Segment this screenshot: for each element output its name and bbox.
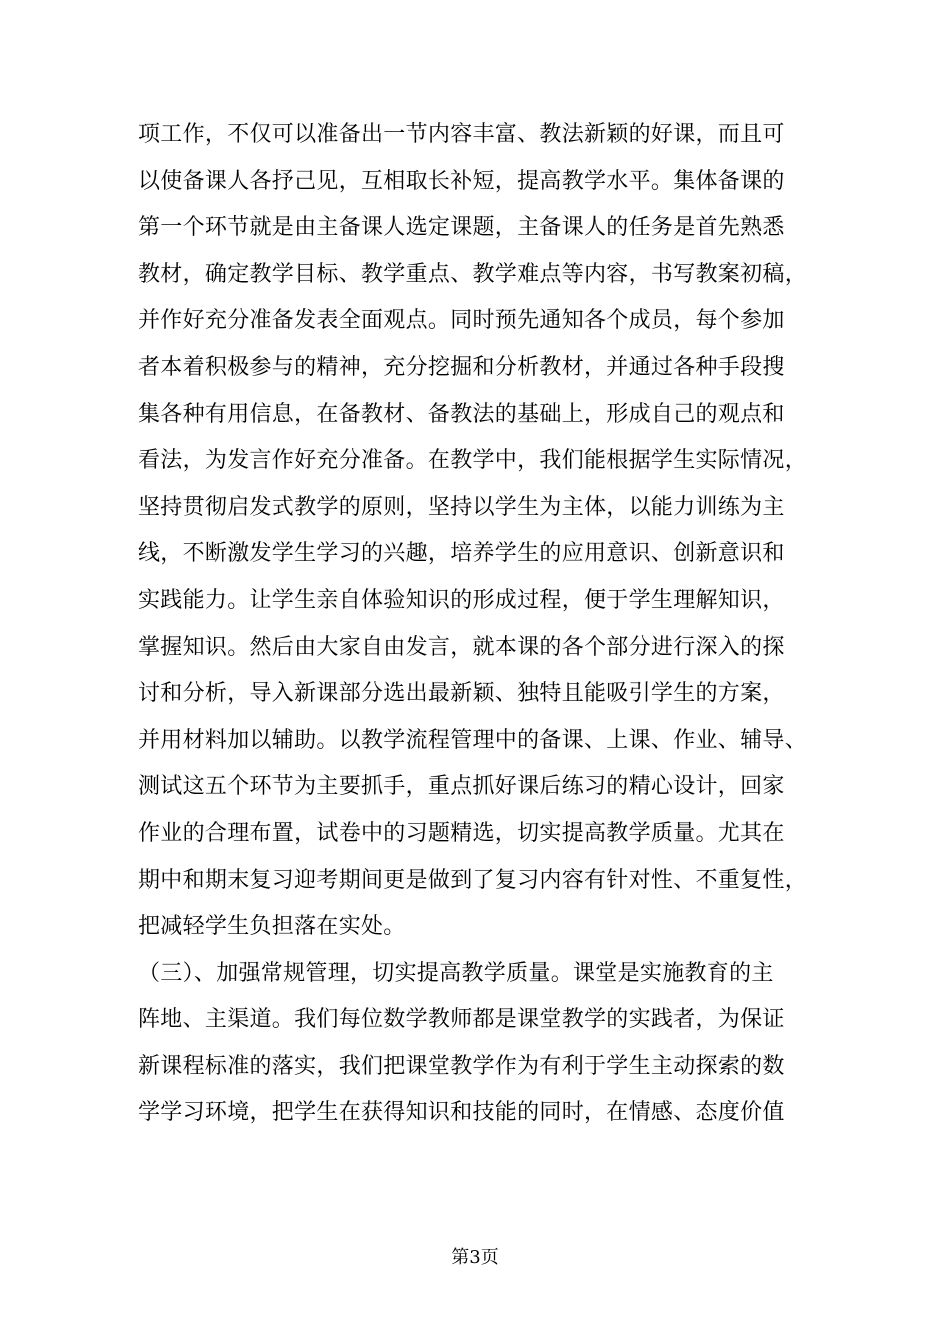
body-text — [138, 112, 838, 1137]
text-line: 作业的合理布置，试卷中的习题精选，切实提高教学质量。尤其在 — [138, 820, 785, 846]
text-line: 并作好充分准备发表全面观点。同时预先通知各个成员，每个参加 — [138, 308, 785, 334]
section-heading-line: （三）、加强常规管理，切实提高教学质量。课堂是实施教育的主 — [138, 960, 774, 986]
text-line: 教材，确定教学目标、教学重点、教学难点等内容，书写教案初稿， — [138, 261, 808, 287]
text-line: 者本着积极参与的精神，充分挖掘和分析教材，并通过各种手段搜 — [138, 354, 785, 380]
text-line: 第一个环节就是由主备课人选定课题，主备课人的任务是首先熟悉 — [138, 215, 785, 241]
text-line: 并用材料加以辅助。以教学流程管理中的备课、上课、作业、辅导、 — [138, 727, 808, 753]
text-line: 线，不断激发学生学习的兴趣，培养学生的应用意识、创新意识和 — [138, 541, 785, 567]
text-line: 集各种有用信息，在备教材、备教法的基础上，形成自己的观点和 — [138, 401, 785, 427]
text-line: 掌握知识。然后由大家自由发言，就本课的各个部分进行深入的探 — [138, 634, 785, 660]
text-line: 学学习环境，把学生在获得知识和技能的同时，在情感、态度价值 — [138, 1100, 785, 1126]
text-line: 看法，为发言作好充分准备。在教学中，我们能根据学生实际情况， — [138, 448, 808, 474]
text-line: 期中和期末复习迎考期间更是做到了复习内容有针对性、不重复性， — [138, 867, 808, 893]
page-number: 第3页 — [451, 1247, 499, 1268]
text-line: 新课程标准的落实，我们把课堂教学作为有利于学生主动探索的数 — [138, 1053, 785, 1079]
text-line: 把减轻学生负担落在实处。 — [138, 914, 406, 940]
text-line: 项工作，不仅可以准备出一节内容丰富、教法新颖的好课，而且可 — [138, 122, 785, 147]
text-line: 测试这五个环节为主要抓手，重点抓好课后练习的精心设计，回家 — [138, 774, 785, 800]
text-line: 实践能力。让学生亲自体验知识的形成过程，便于学生理解知识， — [138, 587, 785, 613]
text-line: 讨和分析，导入新课部分选出最新颖、独特且能吸引学生的方案， — [138, 681, 785, 707]
text-line: 坚持贯彻启发式教学的原则，坚持以学生为主体，以能力训练为主 — [138, 494, 785, 520]
text-line: 以使备课人各抒己见，互相取长补短，提高教学水平。集体备课的 — [138, 168, 785, 194]
text-line: 阵地、主渠道。我们每位数学教师都是课堂教学的实践者，为保证 — [138, 1007, 785, 1033]
